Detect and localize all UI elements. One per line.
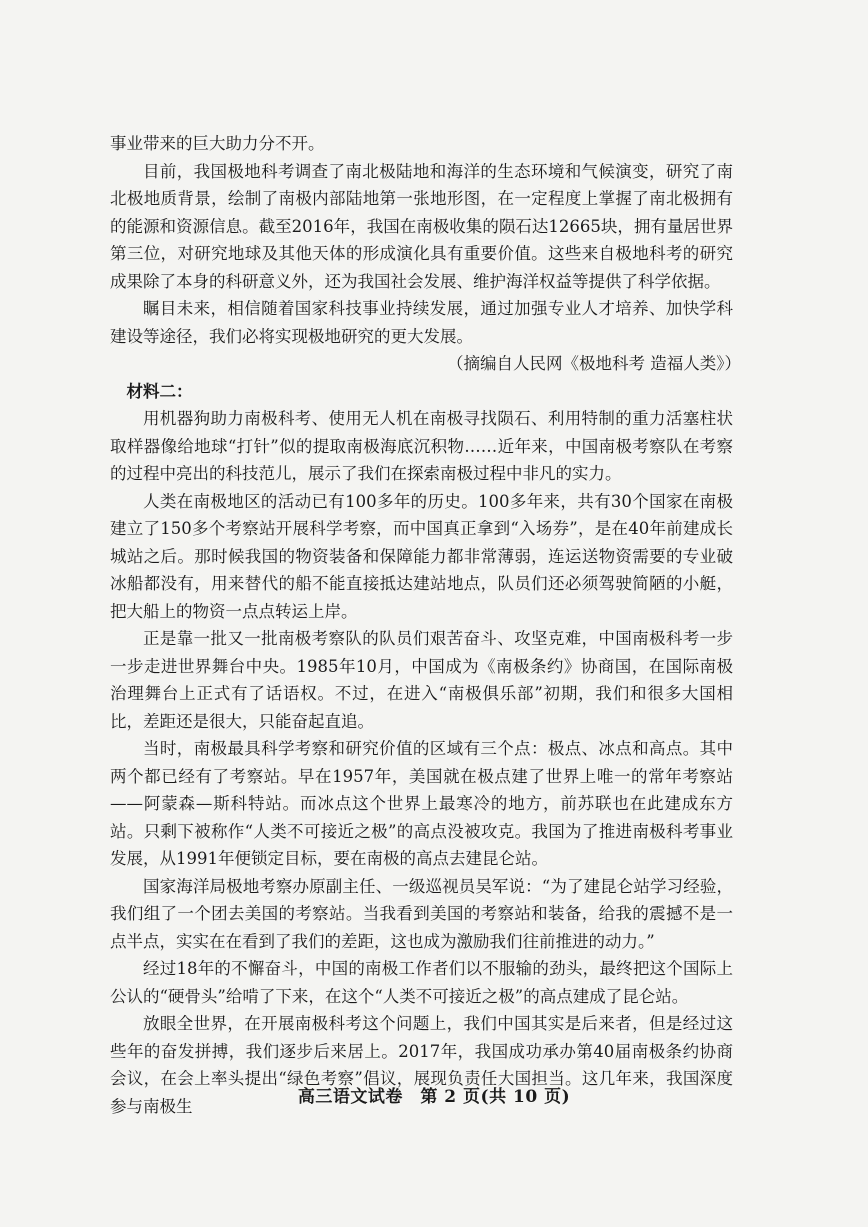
page-footer: 高三语文试卷 第 2 页(共 10 页) bbox=[297, 1087, 571, 1107]
paragraph: 国家海洋局极地考察办原副主任、一级巡视员吴军说：“为了建昆仑站学习经验，我们组了一个团去美国的考察站。当我看到美国的考察站和装备，给我的震撼不是一点半点，实实在在看到了我们的差距，这也成为激励我们往前推进的动力。” bbox=[110, 876, 733, 951]
paragraph: 瞩目未来，相信随着国家科技事业持续发展，通过加强专业人才培养、加快学科建设等途径，我们必将实现极地研究的更大发展。 bbox=[110, 299, 733, 346]
section-heading: 材料二： bbox=[126, 381, 193, 401]
paragraph: 放眼全世界，在开展南极科考这个问题上，我们中国其实是后来者，但是经过这些年的奋发拼搏，我们逐步后来居上。2017年，我国成功承办第40届南极条约协商会议，在会上率头提出“绿色考察”倡议，展现负责任大国担当。这几年来，我国深度参与南极生 bbox=[110, 1014, 733, 1116]
paragraph: 目前，我国极地科考调查了南北极陆地和海洋的生态环境和气候演变，研究了南北极地质背景，绘制了南极内部陆地第一张地形图，在一定程度上掌握了南北极拥有的能源和资源信息。截至2016年，我国在南极收集的陨石达12665块，拥有量居世界第三位，对研究地球及其他天体的形成演化具有重要价值。这些来自极地科考的研究成果除了本身的科研意义外，还为我国社会发展、维护海洋权益等提供了科学依据。 bbox=[110, 161, 733, 291]
paragraph: 事业带来的巨大助力分不开。 bbox=[110, 134, 325, 153]
paragraph: 人类在南极地区的活动已有100多年的历史。100多年来，共有30个国家在南极建立了150多个考察站开展科学考察，而中国真正拿到“入场券”，是在40年前建成长城站之后。那时候我国的物资装备和保障能力都非常薄弱，连运送物资需要的专业破冰船都没有，用来替代的船不能直接抵达建站地点，队员们还必须驾驶简陋的小艇，把大船上的物资一点点转运上岸。 bbox=[110, 491, 733, 621]
paragraph: 经过18年的不懈奋斗，中国的南极工作者们以不服输的劲头，最终把这个国际上公认的“硬骨头”给啃了下来，在这个“人类不可接近之极”的高点建成了昆仑站。 bbox=[110, 959, 733, 1006]
paragraph: 当时，南极最具科学考察和研究价值的区域有三个点：极点、冰点和高点。其中两个都已经有了考察站。早在1957年，美国就在极点建了世界上唯一的常年考察站——阿蒙森—斯科特站。而冰点这个世界上最寒冷的地方，前苏联也在此建成东方站。只剩下被称作“人类不可接近之极”的高点没被攻克。我国为了推进南极科考事业发展，从1991年便锁定目标，要在南极的高点去建昆仑站。 bbox=[110, 739, 733, 868]
source-citation: （摘编自人民网《极地科考 造福人类》） bbox=[447, 354, 741, 373]
paragraph: 正是靠一批又一批南极考察队的队员们艰苦奋斗、攻坚克难，中国南极科考一步一步走进世界舞台中央。1985年10月，中国成为《南极条约》协商国，在国际南极治理舞台上正式有了话语权。不过，在进入“南极俱乐部”初期，我们和很多大国相比，差距还是很大，只能奋起直追。 bbox=[110, 629, 733, 731]
paragraph: 用机器狗助力南极科考、使用无人机在南极寻找陨石、利用特制的重力活塞柱状取样器像给地球“打针”似的提取南极海底沉积物……近年来，中国南极考察队在考察的过程中亮出的科技范儿，展示了我们在探索南极过程中非凡的实力。 bbox=[110, 409, 733, 483]
page-content bbox=[110, 130, 741, 1120]
